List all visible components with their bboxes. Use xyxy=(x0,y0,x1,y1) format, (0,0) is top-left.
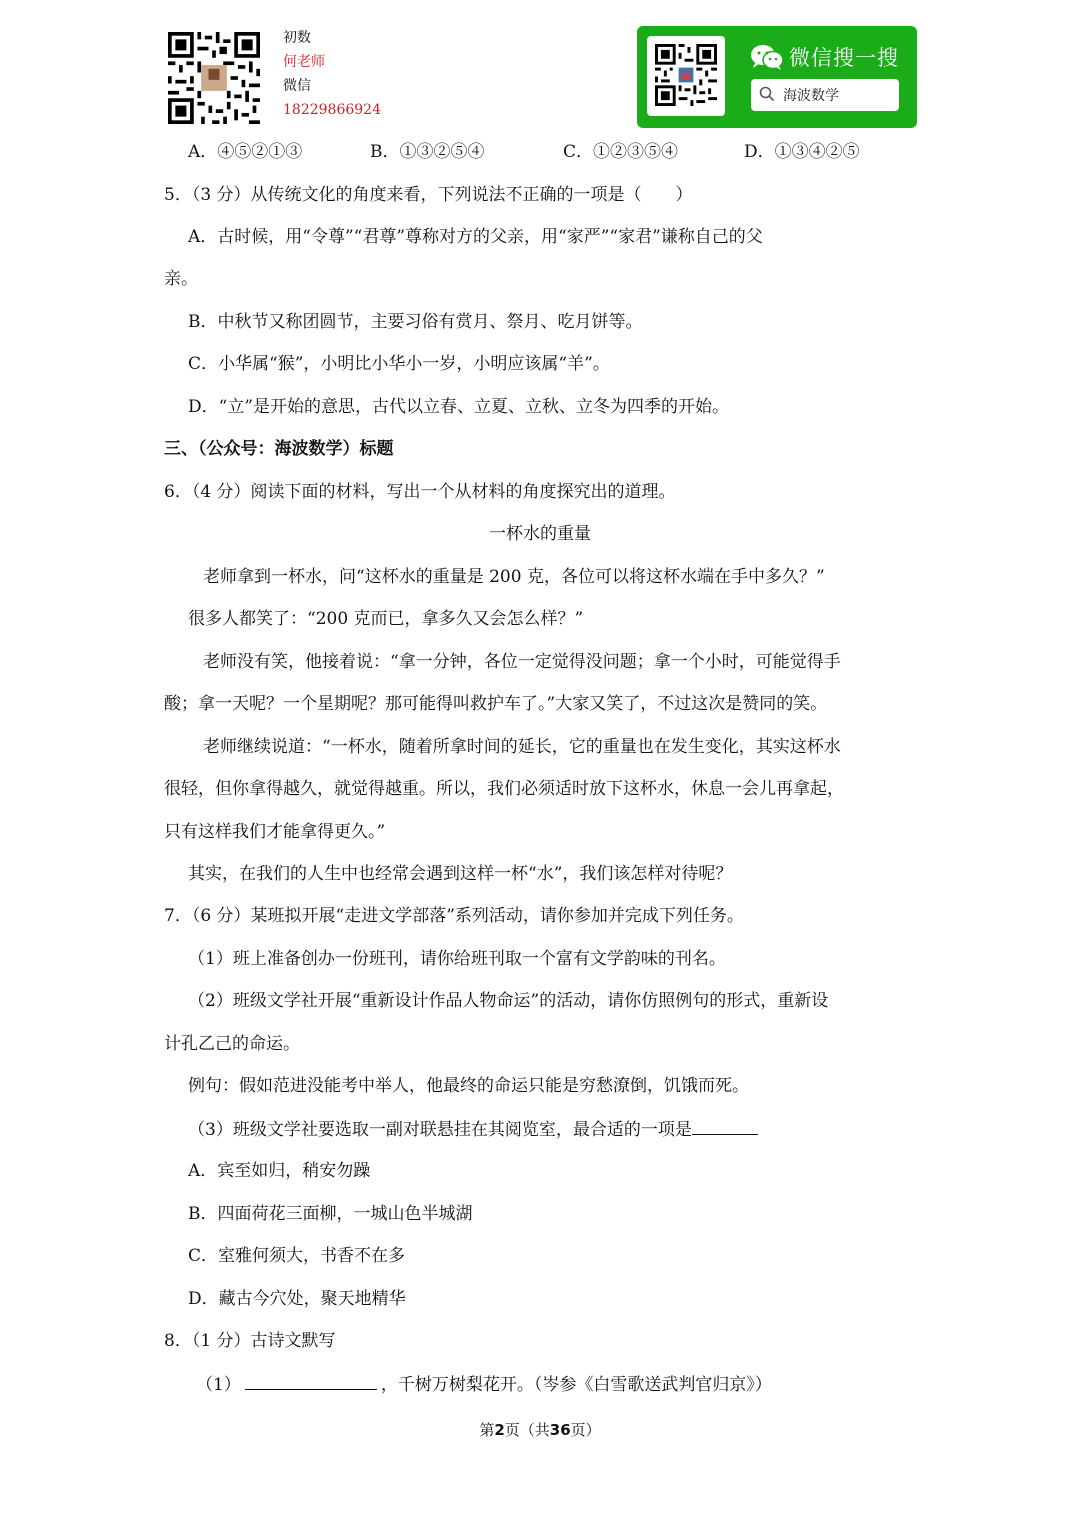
q5-option-c: C．小华属“猴”，小明比小华小一岁，小明应该属“羊”。 xyxy=(188,354,610,374)
passage-paragraph: 老师拿到一杯水，问“这杯水的重量是 200 克，各位可以将这杯水端在手中多久？” xyxy=(203,567,825,587)
q7-subquestion-2-cont: 计孔乙己的命运。 xyxy=(164,1034,300,1054)
q8-subquestion-1 xyxy=(196,1373,772,1396)
q7-option-a: A．宾至如归，稍安勿躁 xyxy=(188,1161,371,1181)
q4-option-a: A．④⑤②①③ xyxy=(188,142,303,162)
contact-phone: 18229866924 xyxy=(283,102,381,118)
q7-stem: 7．（6 分）某班拟开展“走进文学部落”系列活动，请你参加并完成下列任务。 xyxy=(164,906,744,926)
passage-paragraph: 老师没有笑，他接着说：“拿一分钟，各位一定觉得没问题；拿一个小时，可能觉得手 xyxy=(203,652,841,672)
wechat-search-text: 海波数学 xyxy=(783,88,839,104)
footer-text: 第 xyxy=(479,1421,495,1439)
page-total: 36 xyxy=(549,1421,571,1439)
q7-subquestion-2: （2）班级文学社开展“重新设计作品人物命运”的活动，请你仿照例句的形式，重新设 xyxy=(188,991,829,1011)
wechat-search-box[interactable] xyxy=(751,79,899,111)
footer-text: 页） xyxy=(570,1421,601,1439)
q5-stem: 5．（3 分）从传统文化的角度来看，下列说法不正确的一项是（ ） xyxy=(164,185,693,205)
page-footer xyxy=(0,1419,1080,1440)
qr-code-icon xyxy=(168,32,260,124)
q7-option-b: B．四面荷花三面柳，一城山色半城湖 xyxy=(188,1204,473,1224)
answer-blank[interactable] xyxy=(245,1373,377,1390)
q8-stem: 8．（1 分）古诗文默写 xyxy=(164,1331,336,1351)
q7-subquestion-1: （1）班上准备创办一份班刊，请你给班刊取一个富有文学韵味的刊名。 xyxy=(188,949,726,969)
passage-paragraph: 老师继续说道：“一杯水，随着所拿时间的延长，它的重量也在发生变化，其实这杯水 xyxy=(203,737,841,757)
q7-subquestion-3 xyxy=(188,1118,758,1141)
passage-paragraph-cont: 只有这样我们才能拿得更久。” xyxy=(164,822,386,842)
q8-subquestion-1-suffix: ，千树万树梨花开。（岑参《白雪歌送武判官归京》） xyxy=(380,1375,772,1395)
q4-option-d: D．①③④②⑤ xyxy=(744,142,860,162)
q4-option-c: C．①②③⑤④ xyxy=(563,142,679,162)
q8-subquestion-1-prefix: （1） xyxy=(196,1375,241,1395)
q5-option-a: A．古时候，用“令尊”“君尊”尊称对方的父亲，用“家严”“家君”谦称自己的父 xyxy=(188,227,763,247)
passage-paragraph-cont: 很轻，但你拿得越久，就觉得越重。所以，我们必须适时放下这杯水，休息一会儿再拿起， xyxy=(164,779,844,799)
contact-line: 初数 xyxy=(283,30,311,46)
answer-blank[interactable] xyxy=(692,1118,758,1135)
q5-option-a-cont: 亲。 xyxy=(164,269,198,289)
wechat-qr-frame xyxy=(647,36,725,116)
wechat-search-title: 微信搜一搜 xyxy=(789,46,899,70)
page-number: 2 xyxy=(494,1421,505,1439)
wechat-search-banner xyxy=(637,26,917,128)
passage-paragraph: 其实，在我们的人生中也经常会遇到这样一杯“水”，我们该怎样对待呢？ xyxy=(188,864,733,884)
q5-option-b: B．中秋节又称团圆节，主要习俗有赏月、祭月、吃月饼等。 xyxy=(188,312,643,332)
q7-option-c: C．室雅何须大，书香不在多 xyxy=(188,1246,406,1266)
search-icon xyxy=(759,86,775,102)
q7-subquestion-3-text: （3）班级文学社要选取一副对联悬挂在其阅览室，最合适的一项是 xyxy=(188,1120,692,1140)
passage-paragraph-cont: 酸；拿一天呢？一个星期呢？那可能得叫救护车了。”大家又笑了，不过这次是赞同的笑。 xyxy=(164,694,828,714)
footer-text: 页（共 xyxy=(504,1421,550,1439)
q7-option-d: D．藏古今穴处，聚天地精华 xyxy=(188,1289,406,1309)
passage-paragraph: 很多人都笑了：“200 克而已，拿多久又会怎么样？” xyxy=(188,609,584,629)
passage-title: 一杯水的重量 xyxy=(489,524,591,544)
q6-stem: 6．（4 分）阅读下面的材料，写出一个从材料的角度探究出的道理。 xyxy=(164,482,676,502)
contact-info xyxy=(283,26,381,122)
contact-line: 微信 xyxy=(283,78,311,94)
q7-example: 例句：假如范进没能考中举人，他最终的命运只能是穷愁潦倒，饥饿而死。 xyxy=(188,1076,749,1096)
wechat-logo-icon xyxy=(750,44,784,70)
q5-option-d: D．“立”是开始的意思，古代以立春、立夏、立秋、立冬为四季的开始。 xyxy=(188,397,730,417)
qr-code-icon xyxy=(655,44,717,106)
section-heading: 三、（公众号：海波数学）标题 xyxy=(164,439,394,459)
q4-option-b: B．①③②⑤④ xyxy=(370,142,485,162)
contact-teacher: 何老师 xyxy=(283,54,325,70)
